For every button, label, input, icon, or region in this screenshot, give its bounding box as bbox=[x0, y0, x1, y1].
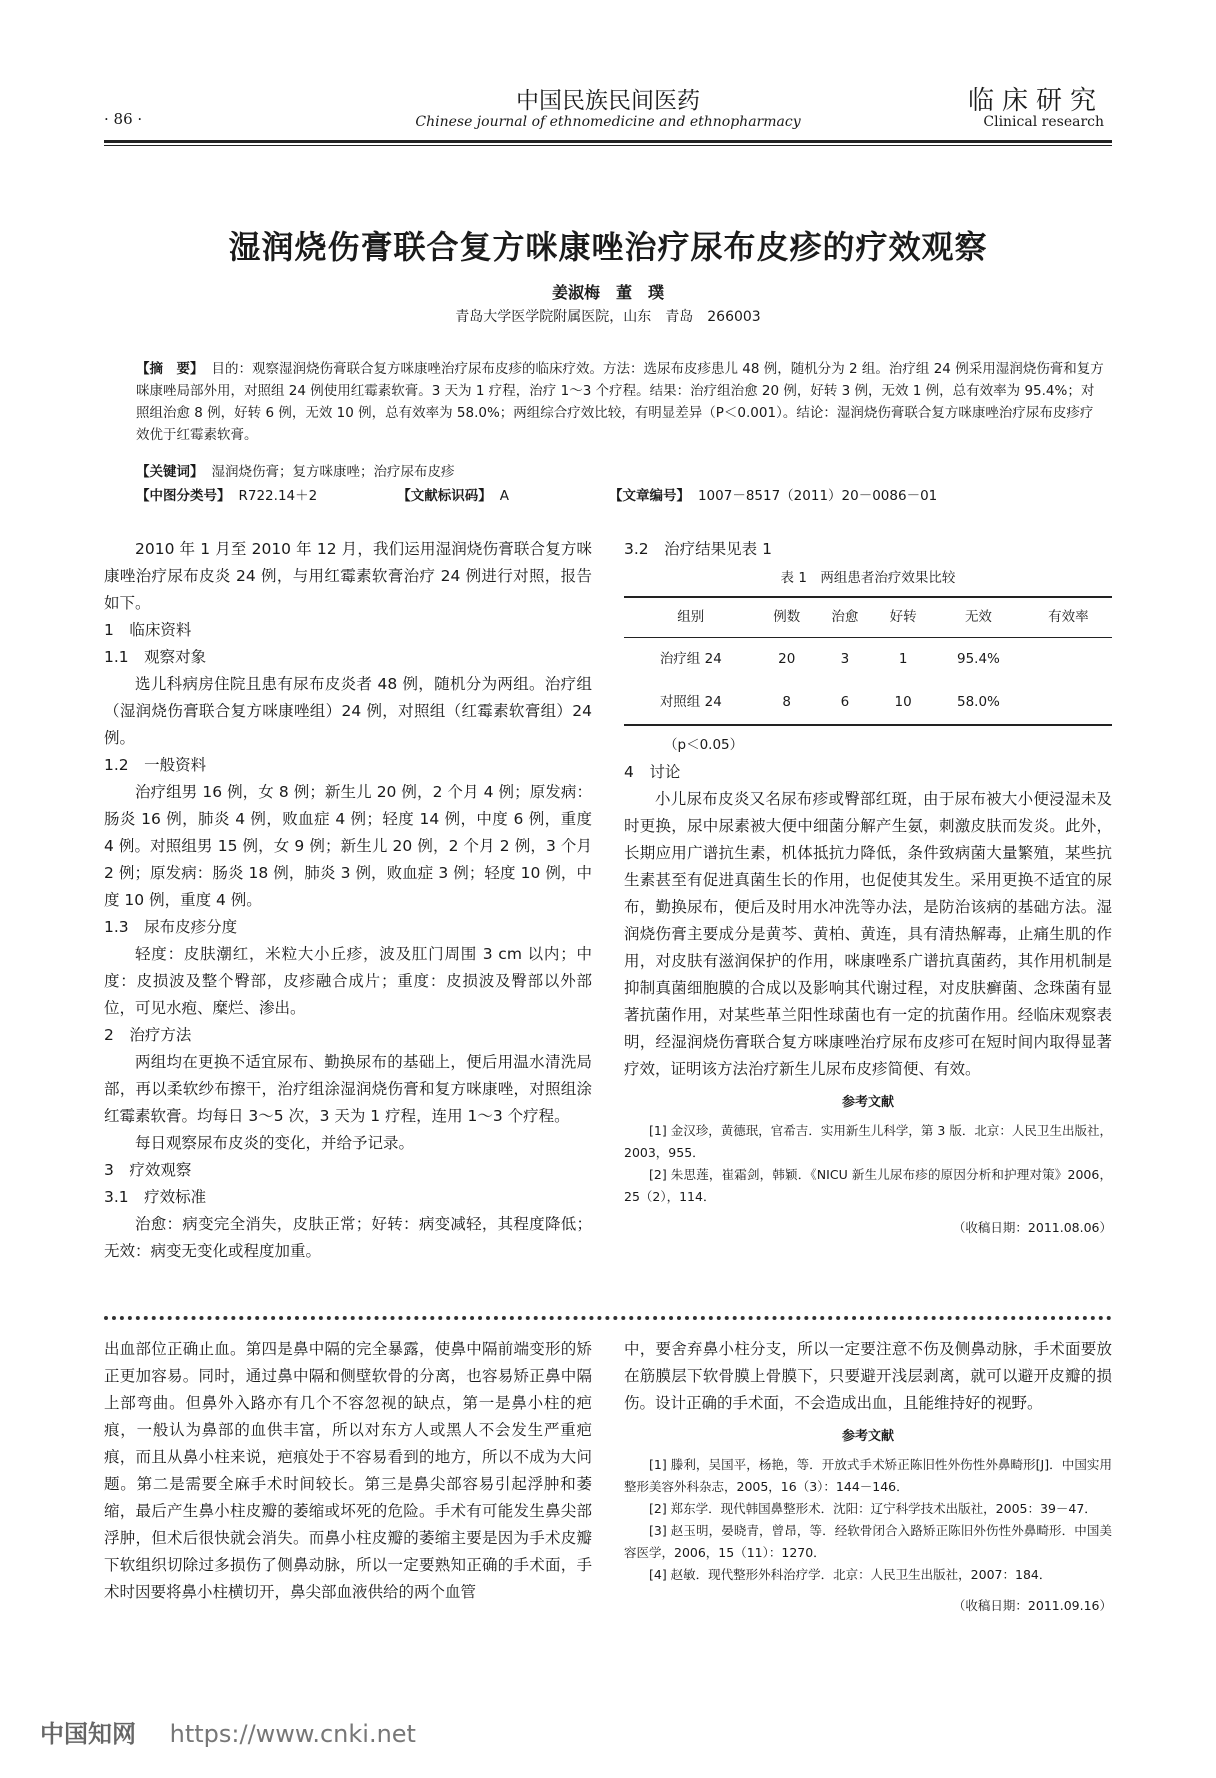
journal-title-cn: 中国民族民间医药 bbox=[516, 88, 700, 114]
table-cell: 治疗组 24 bbox=[659, 651, 722, 667]
right-column bbox=[624, 536, 1112, 1241]
table-header-cell: 有效率 bbox=[1025, 597, 1112, 638]
abstract-text: 目的：观察湿润烧伤膏联合复方咪康唑治疗尿布皮疹的临床疗效。方法：选尿布皮疹患儿 48 例，随机分为 2 组。治疗组 24 例采用湿润烧伤膏和复方咪康唑局部外用，对照组 24 例使用红霉素软膏。3 天为 1 疗程，治疗 1～3 个疗程。结果：治疗组治愈 20 例，好转 3 例，无效 1 例，总有效率为 95.4%；对照组治愈 8 例，好转 6 例，无效 10 例，总有效率为 58.0%；两组综合疗效比较，有明显差异（P＜0.001）。结论：湿润烧伤膏联合复方咪康唑治疗尿布皮疹疗效优于红霉素软膏。 bbox=[136, 361, 1104, 443]
references-heading: 参考文献 bbox=[841, 1095, 894, 1110]
section-title-en: Clinical research bbox=[983, 114, 1104, 130]
body-paragraph: 治愈：病变完全消失，皮肤正常；好转：病变减轻，其程度降低；无效：病变无变化或程度加重。 bbox=[104, 1215, 592, 1260]
body-paragraph: 每日观察尿布皮炎的变化，并给予记录。 bbox=[135, 1134, 415, 1152]
cnki-url[interactable]: https://www.cnki.net bbox=[169, 1720, 416, 1748]
keywords bbox=[136, 460, 455, 480]
table-row bbox=[624, 638, 1112, 682]
article-id-label: 【文章编号】 bbox=[608, 488, 690, 504]
table-header-cell: 治愈 bbox=[816, 597, 874, 638]
discussion-text: 小儿尿布皮炎又名尿布疹或臀部红斑，由于尿布被大小便浸湿未及时更换，尿中尿素被大便中细菌分解产生氨，刺激皮肤而发炎。此外，长期应用广谱抗生素，机体抵抗力降低，条件致病菌大量繁殖，某些抗生素甚至有促进真菌生长的作用，也促使其发生。采用更换不适宜的尿布，勤换尿布，便后及时用水冲洗等办法，是防治该病的基础方法。湿润烧伤膏主要成分是黄芩、黄柏、黄连，具有清热解毒，止痛生肌的作用，对皮肤有滋润保护的作用，咪康唑系广谱抗真菌药，其作用机制是抑制真菌细胞膜的合成以及影响其代谢过程，对皮肤癣菌、念珠菌有显著抗菌作用，对某些革兰阳性球菌也有一定的抗菌作用。经临床观察表明，经湿润烧伤膏联合复方咪康唑治疗尿布皮疹可在短时间内取得显著疗效，证明该方法治疗新生儿尿布皮疹简便、有效。 bbox=[624, 790, 1112, 1078]
table-cell bbox=[1025, 681, 1112, 725]
body-paragraph: 2010 年 1 月至 2010 年 12 月，我们运用湿润烧伤膏联合复方咪康唑治疗尿布皮炎 24 例，与用红霉素软膏治疗 24 例进行对照，报告如下。 bbox=[104, 540, 592, 612]
table-header-cell: 无效 bbox=[932, 597, 1024, 638]
reference-item: [4] 赵敏．现代整形外科治疗学．北京：人民卫生出版社，2007：184． bbox=[649, 1567, 1052, 1582]
discussion-heading: 4 讨论 bbox=[624, 763, 681, 781]
article-divider bbox=[104, 1316, 1112, 1320]
body-paragraph: 两组均在更换不适宜尿布、勤换尿布的基础上，便后用温水清洗局部，再以柔软纱布擦干，治疗组涂湿润烧伤膏和复方咪康唑，对照组涂红霉素软膏。均每日 3～5 次，3 天为 1 疗程，连用 1～3 个疗程。 bbox=[104, 1053, 592, 1125]
section-heading: 1.2 一般资料 bbox=[104, 756, 207, 774]
abstract bbox=[136, 358, 1106, 446]
table-cell: 8 bbox=[758, 681, 816, 725]
table-cell: 58.0% bbox=[932, 681, 1024, 725]
references-heading-2: 参考文献 bbox=[841, 1429, 894, 1444]
clc-label: 【中图分类号】 bbox=[136, 488, 231, 504]
reference-item: [2] 朱思莲，崔霜剑，韩颖．《NICU 新生儿尿布疹的原因分析和护理对策》2006，25（2），114． bbox=[624, 1167, 1112, 1204]
keywords-label: 【关键词】 bbox=[136, 464, 204, 480]
section-title-cn: 临床研究 bbox=[967, 86, 1104, 116]
header-rule-thin bbox=[104, 145, 1112, 146]
article-title: 湿润烧伤膏联合复方咪康唑治疗尿布皮疹的疗效观察 bbox=[228, 228, 988, 266]
table-cell: 6 bbox=[816, 681, 874, 725]
continuation-right bbox=[624, 1336, 1112, 1619]
page-number: · 86 · bbox=[104, 110, 143, 128]
results-table bbox=[624, 596, 1112, 726]
table-header-cell: 好转 bbox=[874, 597, 932, 638]
references-list bbox=[624, 1120, 1112, 1208]
results-heading: 3.2 治疗结果见表 1 bbox=[624, 540, 772, 558]
section-heading: 1.1 观察对象 bbox=[104, 648, 207, 666]
left-column bbox=[104, 536, 592, 1265]
body-paragraph: 治疗组男 16 例，女 8 例；新生儿 20 例，2 个月 4 例；原发病：肠炎 16 例，肺炎 4 例，败血症 4 例；轻度 14 例，中度 6 例，重度 4 例。对照组男 15 例，女 9 例；新生儿 20 例，2 个月 2 例，3 个月 2 例；原发病：肠炎 18 例，肺炎 3 例，败血症 3 例；轻度 10 例，中度 10 例，重度 4 例。 bbox=[104, 783, 592, 909]
references-list-2 bbox=[624, 1454, 1112, 1586]
body-paragraph: 轻度：皮肤潮红，米粒大小丘疹，波及肛门周围 3 cm 以内；中度：皮损波及整个臀部，皮疹融合成片；重度：皮损波及臀部以外部位，可见水疱、糜烂、渗出。 bbox=[104, 945, 592, 1017]
table-cell: 20 bbox=[778, 651, 796, 667]
reference-item: [2] 郑东学．现代韩国鼻整形术．沈阳：辽宁科学技术出版社，2005：39－47． bbox=[649, 1501, 1097, 1516]
keywords-text: 湿润烧伤膏；复方咪康唑；治疗尿布皮疹 bbox=[211, 464, 455, 480]
table-note: （p＜0.05） bbox=[664, 737, 744, 753]
continuation-left-text: 出血部位正确止血。第四是鼻中隔的完全暴露，使鼻中隔前端变形的矫正更加容易。同时，通过鼻中隔和侧壁软骨的分离，也容易矫正鼻中隔上部弯曲。但鼻外入路亦有几个不容忽视的缺点，第一是鼻小柱的疤痕，一般认为鼻部的血供丰富，所以对东方人或黑人不会发生严重疤痕，而且从鼻小柱来说，疤痕处于不容易看到的地方，所以不成为大问题。第二是需要全麻手术时间较长。第三是鼻尖部容易引起浮肿和萎缩，最后产生鼻小柱皮瓣的萎缩或坏死的危险。手术有可能发生鼻尖部浮肿，但术后很快就会消失。而鼻小柱皮瓣的萎缩主要是因为手术皮瓣下软组织切除过多损伤了侧鼻动脉，所以一定要熟知正确的手术面，手术时因要将鼻小柱横切开，鼻尖部血液供给的两个血管 bbox=[104, 1340, 592, 1601]
section-heading: 2 治疗方法 bbox=[104, 1026, 192, 1044]
journal-title-en: Chinese journal of ethnomedicine and ethnopharmacy bbox=[415, 114, 801, 130]
table-cell: 对照组 24 bbox=[624, 681, 758, 725]
table-row bbox=[624, 681, 1112, 725]
authors: 姜淑梅 董 璞 bbox=[551, 283, 664, 302]
cnki-watermark bbox=[40, 1714, 416, 1749]
reference-item: [1] 滕利，吴国平，杨艳，等．开放式手术矫正陈旧性外伤性外鼻畸形[J]．中国实用整形美容外科杂志，2005，16（3）：144－146． bbox=[624, 1457, 1112, 1494]
doc-code-label: 【文献标识码】 bbox=[397, 488, 492, 504]
clc-value: R722.14＋2 bbox=[238, 488, 318, 504]
reference-item: [1] 金汉珍，黄德珉，官希吉．实用新生儿科学，第 3 版．北京：人民卫生出版社，2003，955． bbox=[624, 1123, 1112, 1160]
header-rule bbox=[104, 140, 1112, 143]
body-paragraph: 选儿科病房住院且患有尿布皮炎者 48 例，随机分为两组。治疗组（湿润烧伤膏联合复方咪康唑组）24 例，对照组（红霉素软膏组）24 例。 bbox=[104, 675, 592, 747]
table-header-cell: 例数 bbox=[758, 597, 816, 638]
article-id-value: 1007－8517（2011）20－0086－01 bbox=[697, 488, 938, 504]
reference-item: [3] 赵玉明，晏晓青，曾昂，等．经软骨闭合入路矫正陈旧外伤性外鼻畸形．中国美容医学，2006，15（11）：1270． bbox=[624, 1523, 1112, 1560]
classification-line bbox=[136, 484, 1106, 504]
affiliation: 青岛大学医学院附属医院，山东 青岛 266003 bbox=[455, 309, 761, 325]
section-heading: 1 临床资料 bbox=[104, 621, 192, 639]
received-date-2: （收稿日期：2011.09.16） bbox=[952, 1598, 1112, 1613]
table-cell bbox=[1025, 638, 1112, 682]
section-heading: 1.3 尿布皮疹分度 bbox=[104, 918, 238, 936]
abstract-label: 【摘 要】 bbox=[136, 361, 204, 377]
table-cell: 1 bbox=[898, 651, 908, 667]
received-date: （收稿日期：2011.08.06） bbox=[952, 1220, 1112, 1235]
table-cell: 3 bbox=[840, 651, 850, 667]
doc-code-value: A bbox=[499, 488, 509, 504]
continuation-right-text: 中，要舍弃鼻小柱分支，所以一定要注意不伤及侧鼻动脉，手术面要放在筋膜层下软骨膜上骨膜下，只要避开浅层剥离，就可以避开皮瓣的损伤。设计正确的手术面，不会造成出血，且能维持好的视野。 bbox=[624, 1340, 1112, 1412]
section-heading: 3.1 疗效标准 bbox=[104, 1188, 207, 1206]
cnki-logo-text: 中国知网 bbox=[40, 1720, 136, 1748]
section-heading: 3 疗效观察 bbox=[104, 1161, 192, 1179]
table-cell: 10 bbox=[874, 681, 932, 725]
continuation-left bbox=[104, 1336, 592, 1606]
table-header-cell: 组别 bbox=[624, 597, 758, 638]
table-caption: 表 1 两组患者治疗效果比较 bbox=[780, 570, 956, 586]
table-cell: 95.4% bbox=[957, 651, 1000, 667]
